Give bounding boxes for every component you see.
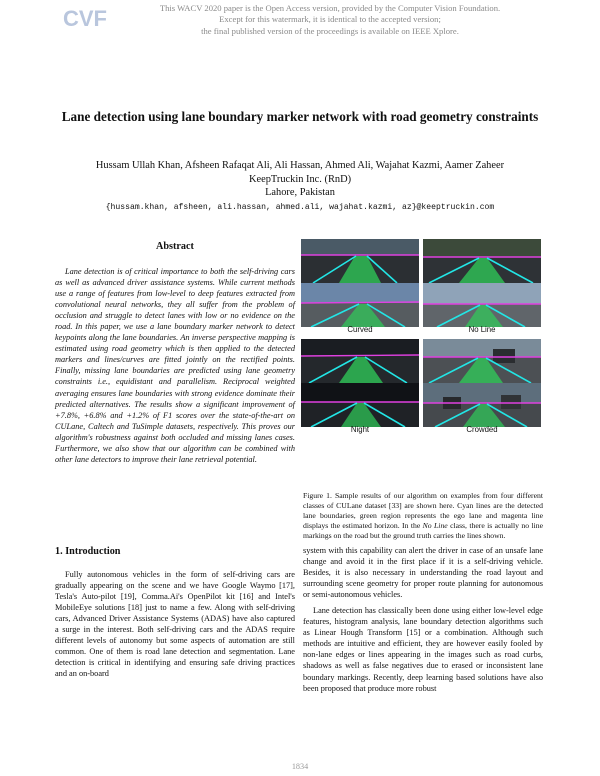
figure-image (301, 239, 419, 283)
figure-label-curved: Curved (347, 325, 373, 334)
watermark-line-2: Except for this watermark, it is identical to the accepted version; (219, 14, 441, 25)
watermark-line-3: the final published version of the proceedings is available on IEEE Xplore. (201, 25, 459, 36)
figure-panel-no-line (423, 239, 541, 343)
right-column-text (303, 545, 543, 694)
cvf-logo-text: CVF (63, 6, 107, 31)
body-paragraph-2: Lane detection has classically been done using either low-level edge features, histogram analysis, lane boundary detection algorithms such as Linear Hough Transform [15] or a combination. Although such methods are intuitive and efficient, they are however easily fooled by non-lane edges or lines appearing in the images such as road curbs, shadows as well as false negatives due to erased or inconsistent lane boundary markings. Recently, deep learning based solutions have also been proposed that produce more robust (303, 606, 543, 693)
figure-panel-night (301, 339, 419, 443)
caption-text-end: class, there is actually no line markings on the road but the ground truth carries the lines shown. (303, 521, 544, 541)
figure-1 (301, 239, 545, 491)
paper-title: Lane detection using lane boundary marker network with road geometry constraints (61, 109, 539, 124)
introduction-text: Fully autonomous vehicles in the form of self-driving cars are gradually appearing on the scene and we have Google Waymo [17], Tesla's Auto-pilot [19], Comma.Ai's OpenPilot kit [16] and Intel's MobileEye solutions [18] just to name a few. Along with self-driving cars, Advanced Driver Assistance Systems (ADAS) have also captured a surge in the interest. Both self-driving cars and the ADAS require different levels of autonomy but some aspects of automation are still common. One of them is road lane detection and segmentation. Lane detection is critical in identifying and ensuring safe driving practices and an on-board (55, 570, 295, 679)
introduction-text-block (55, 569, 295, 679)
body-paragraph-1: system with this capability can alert the driver in case of an unsafe lane change and avoid it in the first place if it is a self-driving vehicle. Besides, it is also necessary in understanding the road layout and surrounding scene geometry for proper route planning for autonomous or semi-autonomous vehicles. (303, 546, 543, 600)
page-number: 1834 (291, 762, 309, 771)
watermark-line-1: This WACV 2020 paper is the Open Access version, provided by the Computer Vision Foundation. (159, 3, 501, 13)
author-emails: {hussam.khan, afsheen, ali.hassan, ahmed.ali, wajahat.kazmi, az}@keeptruckin.com (105, 203, 495, 212)
figure-image (301, 383, 419, 427)
caption-emphasis: No Line (422, 521, 448, 531)
location: Lahore, Pakistan (265, 187, 335, 199)
figure-image (423, 383, 541, 427)
figure-panel-crowded (423, 339, 541, 443)
abstract-text: Lane detection is of critical importance to both the self-driving cars as well as advanced driver assistance systems. While current methods use a range of features from low-level to deep features extracted from convolutional neural networks, they all suffer from the problem of occlusion and struggle to detect lanes with low or no evidence on the road. In this paper, we use a lane boundary marker network to detect keypoints along the lane boundaries. An inverse perspective mapping is estimated using road geometry which is then applied to the detected markers and lines/curves are fitted jointly on the rectified points. Finally, missing lane boundaries are predicted using lane geometry constraints i.e., equidistant and parallelism. Reciprocal weighted averaging ensures lane boundaries with strong evidence dominate their predicted alternatives. The results show a significant improvement of +7.8%, +6.8% and +1.2% of F1 scores over the state-of-the-art on CULane, Caltech and TuSimple datasets, respectively. This proves our algorithm's robustness against both occluded and missing lanes cases. Furthermore, we also show that our algorithm can be combined with other lane detectors to improve their lane retrieval potential. (55, 267, 295, 464)
figure-label-night: Night (350, 425, 370, 434)
figure-panel-curved (301, 239, 419, 343)
figure-image (301, 339, 419, 383)
figure-image (423, 239, 541, 283)
figure-image (423, 339, 541, 383)
abstract-text-block (55, 266, 295, 465)
author-block (40, 159, 560, 200)
introduction-heading: 1. Introduction (55, 546, 121, 557)
affiliation: KeepTruckin Inc. (RnD) (248, 173, 352, 185)
figure-image (301, 283, 419, 327)
figure-label-no-line: No Line (468, 325, 496, 334)
figure-image (423, 283, 541, 327)
cvf-logo (62, 4, 108, 32)
caption-text-start: Figure 1. Sample results of our algorithm on examples from four different classes of CULane dataset [33] are shown here. Cyan lines are the detected lane boundaries, green region represents the ego lane and magenta line displays the estimated horizon. In the (303, 491, 543, 531)
abstract-heading: Abstract (156, 241, 194, 252)
figure-caption (303, 491, 543, 541)
figure-label-crowded: Crowded (466, 425, 498, 434)
author-names: Hussam Ullah Khan, Afsheen Rafaqat Ali, Ali Hassan, Ahmed Ali, Wajahat Kazmi, Aamer Zaheer (95, 160, 505, 171)
open-access-watermark (120, 3, 540, 37)
